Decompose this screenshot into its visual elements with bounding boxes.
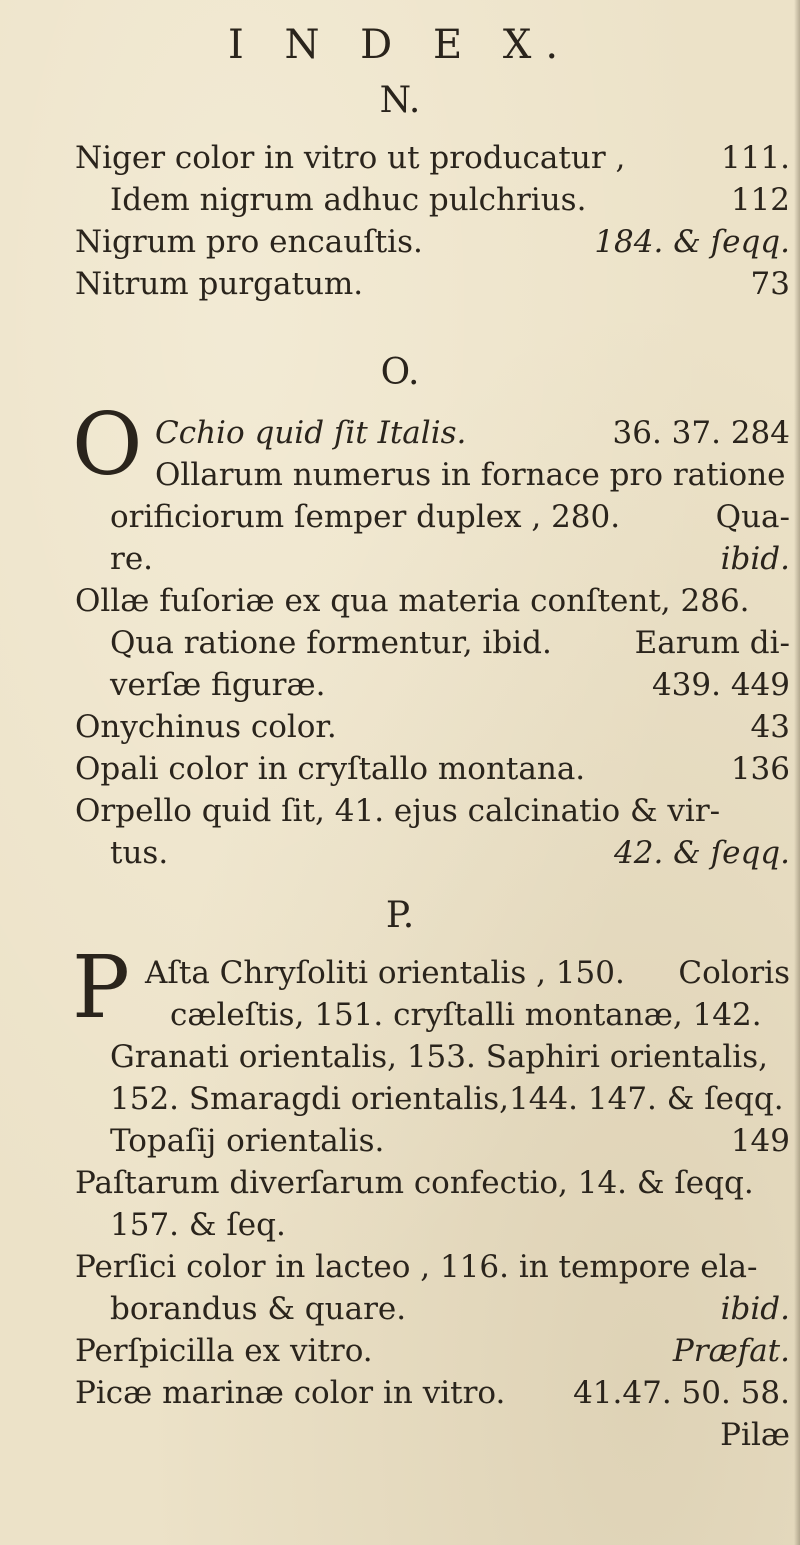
entry-text: Opali color in cryſtallo montana. [75, 751, 586, 787]
entry-ref: 73 [750, 266, 790, 302]
index-entry [75, 266, 790, 306]
index-entry [75, 1249, 790, 1289]
index-entry [110, 1123, 790, 1163]
entry-ref: 149 [730, 1123, 790, 1159]
catchword: Pilæ [720, 1417, 790, 1453]
entry-text: tus. [110, 835, 169, 871]
page-edge [794, 0, 800, 1545]
entry-ref: 439. 449 [651, 667, 790, 703]
section-letter-p: P. [385, 895, 415, 936]
entry-text: Perſpicilla ex vitro. [75, 1333, 373, 1369]
index-entry [110, 1207, 790, 1247]
entry-text: orificiorum ſemper duplex , 280. [110, 499, 621, 535]
index-entry [110, 541, 790, 581]
entry-ref: 42. & ſeqq. [614, 835, 790, 871]
entry-ref: Coloris [678, 955, 790, 991]
entry-ref: 43 [750, 709, 790, 745]
section-letter-n: N. [379, 80, 421, 121]
running-head: I N D E X. [227, 22, 573, 68]
entry-ref: ibid. [720, 1291, 790, 1327]
entry-text: Granati orientalis, 153. Saphiri orientalis, [110, 1039, 768, 1075]
index-entry [75, 1375, 790, 1415]
index-entry [170, 997, 790, 1037]
index-entry [110, 667, 790, 707]
entry-text: Niger color in vitro ut producatur , [75, 140, 626, 176]
entry-text: Ollarum numerus in fornace pro ratione [155, 457, 786, 493]
index-entry [75, 709, 790, 749]
entry-text: Topaſij orientalis. [110, 1123, 385, 1159]
entry-text: re. [110, 541, 154, 577]
entry-text: Paſtarum diverſarum confectio, 14. & ſeqq. [75, 1165, 754, 1201]
index-entry [155, 457, 790, 497]
index-entry [110, 1081, 790, 1121]
index-entry [110, 1039, 790, 1079]
index-entry [75, 1333, 790, 1373]
index-entry [110, 182, 790, 222]
entry-ref: Præfat. [672, 1333, 790, 1369]
catchword-line [75, 1417, 790, 1457]
entry-text: Orpello quid ſit, 41. ejus calcinatio & vir- [75, 793, 721, 829]
index-entry [75, 140, 790, 180]
entry-ref: 112 [730, 182, 790, 218]
entry-text: Aſta Chryſoliti orientalis , 150. [145, 955, 625, 991]
index-entry [75, 793, 790, 833]
entry-text: Nigrum pro encauſtis. [75, 224, 423, 260]
index-entry [75, 1165, 790, 1205]
entry-text: Qua ratione formentur, ibid. [110, 625, 552, 661]
index-entry [75, 583, 790, 623]
entry-text: Onychinus color. [75, 709, 337, 745]
index-entry [110, 1291, 790, 1331]
index-entry [75, 751, 790, 791]
entry-text: borandus & quare. [110, 1291, 407, 1327]
drop-cap-p: P [72, 938, 130, 1038]
entry-ref: ibid. [720, 541, 790, 577]
index-entry [110, 835, 790, 875]
entry-ref: 136 [730, 751, 790, 787]
entry-text: Nitrum purgatum. [75, 266, 364, 302]
entry-text: Ollæ fuſoriæ ex qua materia conſtent, 286. [75, 583, 750, 619]
entry-ref: Earum di- [634, 625, 790, 661]
entry-text: verſæ figuræ. [110, 667, 326, 703]
section-letter-o: O. [380, 352, 420, 393]
entry-ref: 184. & ſeqq. [594, 224, 790, 260]
entry-ref: 41.47. 50. 58. [573, 1375, 790, 1411]
entry-text: Idem nigrum adhuc pulchrius. [110, 182, 587, 218]
entry-text: 152. Smaragdi orientalis,144. 147. & ſeqq. [110, 1081, 784, 1117]
entry-ref: 111. [720, 140, 790, 176]
entry-text: cæleſtis, 151. cryſtalli montanæ, 142. [170, 997, 762, 1033]
entry-text: Cchio quid ſit Italis. [155, 415, 467, 451]
entry-ref: Qua- [715, 499, 790, 535]
index-entry [155, 415, 790, 455]
index-entry [145, 955, 790, 995]
index-entry [75, 224, 790, 264]
index-entry [110, 625, 790, 665]
entry-text: 157. & ſeq. [110, 1207, 286, 1243]
entry-text: Perſici color in lacteo , 116. in tempore ela- [75, 1249, 758, 1285]
entry-text: Picæ marinæ color in vitro. [75, 1375, 506, 1411]
index-entry [110, 499, 790, 539]
entry-ref: 36. 37. 284 [612, 415, 790, 451]
drop-cap-o: O [72, 395, 143, 495]
